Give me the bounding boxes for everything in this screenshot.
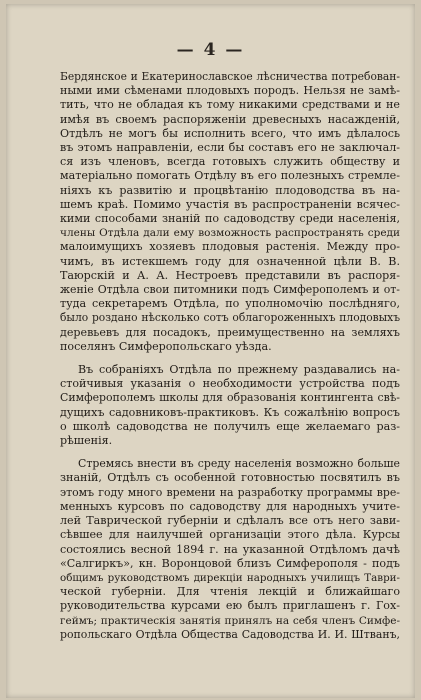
paragraph-3 (60, 457, 400, 642)
text-line: матеріально помогать Отдѣлу въ его полезныхъ стремле- (60, 169, 400, 183)
text-line: было роздано нѣсколько сотъ облагороженныхъ плодовыхъ (60, 311, 400, 325)
text-line: въ этомъ направленіи, если бы составъ его не заключал- (60, 141, 400, 155)
text-line: члены Отдѣла дали ему возможность распространять среди (60, 227, 400, 240)
text-line: кими способами знаній по садоводству среди населенія, (60, 212, 400, 226)
text-line: рѣшенія. (60, 434, 113, 448)
text-line: женіе Отдѣла свои питомники подъ Симферополемъ и от- (60, 283, 400, 297)
text-line: туда секретаремъ Отдѣла, по уполномочію послѣдняго, (60, 297, 400, 311)
text-line: стойчивыя указанія о необходимости устройства подъ (60, 377, 400, 391)
text-line: дущихъ садовниковъ-практиковъ. Къ сожалѣнію вопросъ (60, 405, 400, 419)
text-line: этомъ году много времени на разработку программы вре- (60, 485, 400, 499)
paragraph-2 (60, 363, 400, 448)
body-text (60, 70, 400, 642)
text-line: о школѣ садоводства не получилъ еще желаемаго раз- (60, 419, 400, 433)
text-line: малоимущихъ хозяевъ плодовыя растенія. Между про- (60, 240, 400, 254)
text-line: ными ими сѣменами плодовыхъ породъ. Нельзя не замѣ- (60, 84, 400, 98)
text-line: деревьевъ для посадокъ, преимущественно на земляхъ (60, 325, 400, 339)
text-line: ся изъ членовъ, всегда готовыхъ служить обществу и (60, 155, 400, 169)
text-line: чимъ, въ истекшемъ году для означенной цѣли В. В. (60, 254, 400, 268)
text-line: Симферополемъ школы для образованія контингента свѣ- (60, 391, 400, 405)
text-line: Отдѣлъ не могъ бы исполнить всего, что имъ дѣлалось (60, 126, 400, 140)
text-line: геймъ; практическія занятія принялъ на себя членъ Симфе- (60, 614, 400, 627)
text-line: поселянъ Симферопольскаго уѣзда. (60, 339, 272, 353)
text-line: ніяхъ къ развитію и процвѣтанію плодоводства въ на- (60, 183, 400, 197)
text-line: имѣя въ своемъ распоряженіи древесныхъ насажденій, (60, 112, 400, 126)
text-line: ропольскаго Отдѣла Общества Садоводства И. И. Штванъ, (60, 627, 400, 641)
text-line: Таюрскій и А. А. Нестроевъ представили въ распоря- (60, 268, 400, 282)
text-line: менныхъ курсовъ по садоводству для народныхъ учите- (60, 499, 400, 513)
text-line: ческой губерніи. Для чтенія лекцій и ближайшаго (60, 585, 400, 599)
text-line: состоялись весной 1894 г. на указанной Отдѣломъ дачѣ (60, 542, 400, 556)
text-line: Стремясь внести въ среду населенія возможно больше (78, 457, 400, 471)
text-line: Въ собраніяхъ Отдѣла по прежнему раздавались на- (78, 363, 400, 377)
text-line: общимъ руководствомъ дирекціи народныхъ училищъ Таври- (60, 571, 400, 584)
text-line: сѣвшее для наилучшей организаціи этого дѣла. Курсы (60, 528, 400, 542)
text-line: тить, что не обладая къ тому никакими средствами и не (60, 98, 400, 112)
text-line: шемъ краѣ. Помимо участія въ распространеніи всячес- (60, 197, 400, 211)
text-line: лей Таврической губерніи и сдѣлалъ все отъ него зави- (60, 514, 400, 528)
text-line: руководительства курсами ею былъ приглашенъ г. Гох- (60, 599, 400, 613)
book-page (6, 4, 415, 698)
paragraph-1 (60, 70, 400, 354)
text-line: «Салгиркъ», кн. Воронцовой близъ Симферополя - подъ (60, 556, 400, 570)
page-number: — 4 — (176, 40, 245, 60)
text-line: знаній, Отдѣлъ съ особенной готовностью посвятилъ въ (60, 471, 400, 485)
text-line: Бердянское и Екатеринославское лѣсничества потребован- (60, 70, 400, 83)
